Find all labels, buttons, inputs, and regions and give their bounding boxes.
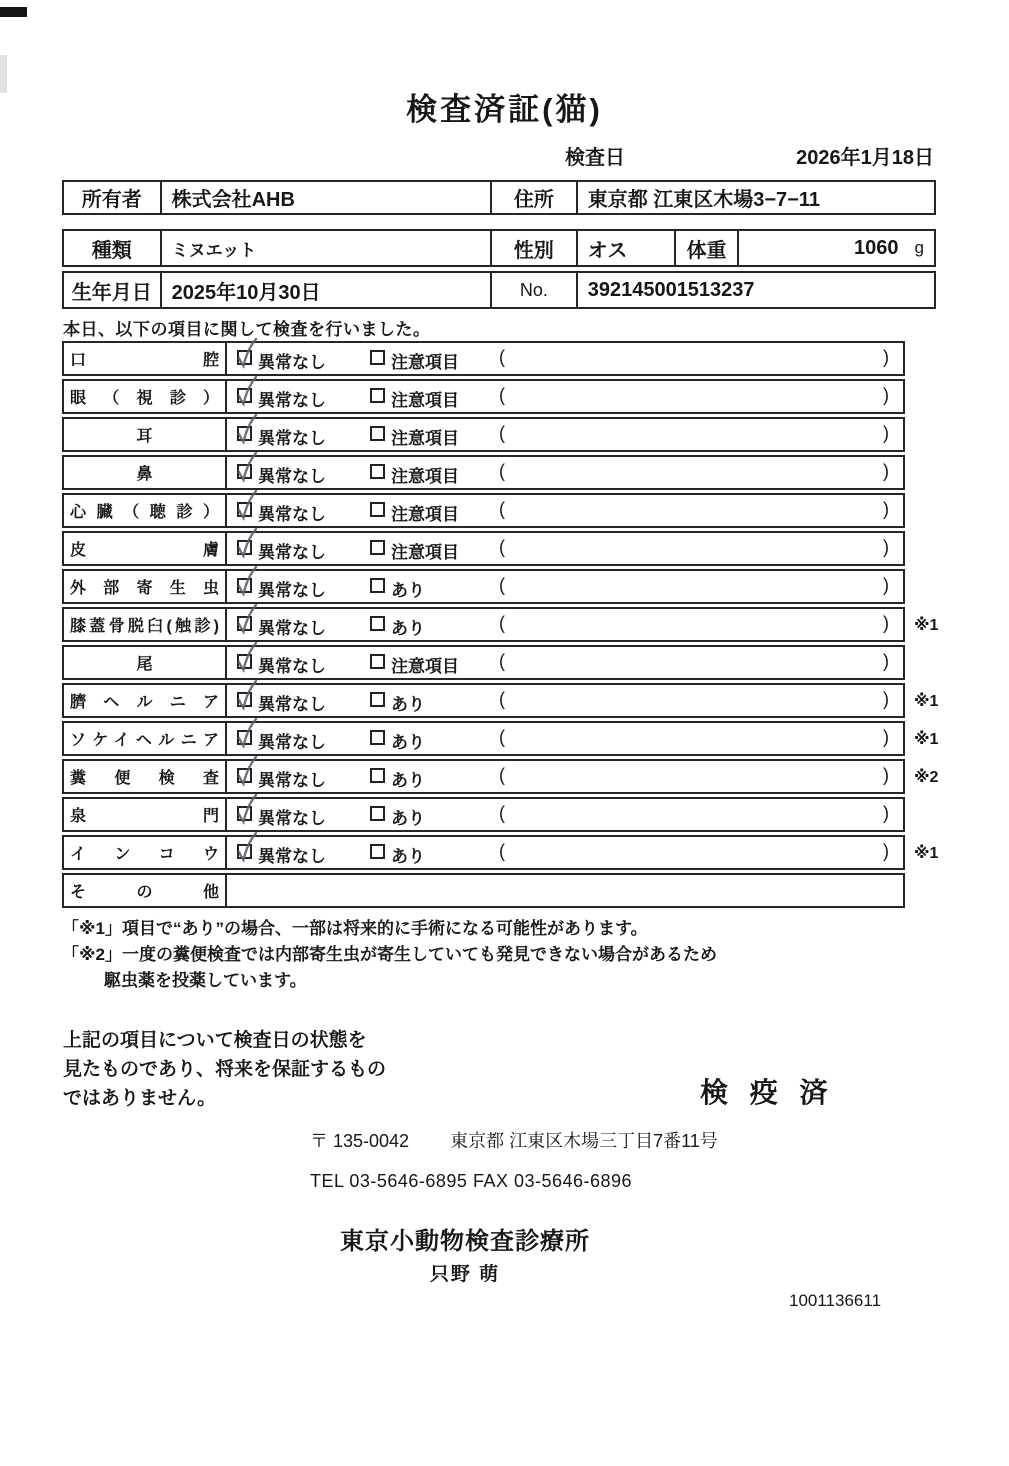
checklist-item-label: 泉門 — [70, 808, 219, 825]
row-footnote-ref: ※1 — [914, 731, 939, 748]
checklist-row — [62, 417, 905, 452]
checklist-item-options — [227, 609, 903, 640]
remarks-paren-close: ) — [883, 803, 889, 823]
checklist-item-options — [227, 495, 903, 526]
checklist-item-label-cell — [64, 457, 227, 488]
address-value: 東京都 江東区木場3−7−11 — [587, 189, 821, 211]
checklist-rows — [62, 341, 967, 911]
checkbox-no-abnormality — [237, 388, 252, 403]
checklist-item-options — [227, 457, 903, 488]
remarks-paren-close: ) — [883, 575, 889, 595]
checklist-item-label: 眼（視診） — [70, 390, 219, 407]
remarks-paren-close: ) — [883, 461, 889, 481]
checkbox-no-abnormality — [237, 806, 252, 821]
checkbox-alt-option — [370, 844, 385, 859]
checklist-row — [62, 835, 939, 870]
checklist-item-label: 鼻 — [136, 466, 153, 483]
check-mark-icon — [232, 374, 259, 408]
checkbox-alt-option — [370, 426, 385, 441]
check-mark-icon — [232, 526, 259, 560]
checklist-item-options — [227, 685, 903, 716]
clinic-address: 東京都 江東区木場三丁目7番11号 — [450, 1131, 718, 1151]
pet-info-row-1 — [62, 229, 936, 267]
check-mark-icon — [232, 754, 259, 788]
remarks-paren-open: ( — [499, 385, 505, 405]
owner-table — [62, 180, 936, 215]
checklist-item-label: ソケイヘルニア — [70, 732, 219, 749]
checklist-item-label-cell — [64, 381, 227, 412]
checklist-item-label: 心臓（聴診） — [70, 504, 219, 521]
no-abnormality-label: 異常なし — [258, 391, 326, 410]
no-abnormality-label: 異常なし — [258, 619, 326, 638]
checklist-row — [62, 645, 905, 680]
footnote-3: 駆虫薬を投薬しています。 — [104, 971, 307, 990]
sex-value: オス — [578, 231, 677, 265]
disclaimer-line-2: 見たものであり、将来を保証するもの — [63, 1059, 387, 1080]
checkbox-no-abnormality — [237, 692, 252, 707]
remarks-paren-open: ( — [499, 461, 505, 481]
remarks-paren-open: ( — [499, 423, 505, 443]
alt-option-label: 注意項目 — [391, 467, 459, 486]
check-mark-icon — [232, 488, 259, 522]
id-number-value: 392145001513237 — [587, 278, 755, 301]
remarks-paren-close: ) — [883, 841, 889, 861]
breed-value: ミヌエット — [162, 231, 492, 265]
remarks-paren-open: ( — [499, 651, 505, 671]
footnote-1: 「※1」項目で“あり”の場合、一部は将来的に手術になる可能性があります。 — [62, 919, 648, 938]
examiner-name: 只野 萌 — [429, 1264, 501, 1285]
disclaimer-line-1: 上記の項目について検査日の状態を — [63, 1030, 367, 1051]
checklist-item-label-cell — [64, 761, 227, 792]
checklist-row — [62, 493, 905, 528]
checklist-item-label-cell — [64, 685, 227, 716]
check-mark-icon — [232, 336, 259, 370]
checklist-item-label-cell — [64, 609, 227, 640]
check-mark-icon — [232, 792, 259, 826]
row-footnote-ref: ※1 — [914, 845, 939, 862]
alt-option-label: あり — [391, 847, 425, 866]
checklist-item-options — [227, 875, 903, 906]
remarks-paren-close: ) — [883, 613, 889, 633]
no-abnormality-label: 異常なし — [258, 733, 326, 752]
clinic-address-line — [310, 1127, 718, 1153]
no-abnormality-label: 異常なし — [258, 695, 326, 714]
checkbox-no-abnormality — [237, 502, 252, 517]
remarks-paren-open: ( — [499, 765, 505, 785]
check-mark-icon — [232, 678, 259, 712]
alt-option-label: あり — [391, 619, 425, 638]
checkbox-alt-option — [370, 388, 385, 403]
checkbox-alt-option — [370, 730, 385, 745]
breed-label: 種類 — [64, 231, 162, 265]
checklist-item-options — [227, 723, 903, 754]
row-footnote-ref: ※1 — [914, 693, 939, 710]
exam-date-value: 2026年1月18日 — [796, 147, 934, 169]
check-mark-icon — [232, 640, 259, 674]
checklist-item-label-cell — [64, 647, 227, 678]
intro-text: 本日、以下の項目に関して検査を行いました。 — [63, 320, 431, 339]
remarks-paren-close: ) — [883, 765, 889, 785]
clinic-name: 東京小動物検査診療所 — [340, 1228, 590, 1255]
birth-value: 2025年10月30日 — [162, 273, 492, 307]
row-footnote-ref: ※2 — [914, 769, 939, 786]
checklist-row — [62, 873, 905, 908]
exam-date-label: 検査日 — [565, 147, 625, 169]
checklist-item-label-cell — [64, 799, 227, 830]
quarantine-stamp: 検 疫 済 — [700, 1077, 835, 1108]
checklist-item-label: 外部寄生虫 — [70, 580, 219, 597]
weight-value: 1060 — [854, 236, 899, 259]
check-mark-icon — [232, 564, 259, 598]
checkbox-no-abnormality — [237, 616, 252, 631]
check-mark-icon — [232, 450, 259, 484]
checkbox-alt-option — [370, 350, 385, 365]
checklist-item-options — [227, 381, 903, 412]
remarks-paren-close: ) — [883, 727, 889, 747]
check-mark-icon — [232, 602, 259, 636]
alt-option-label: あり — [391, 733, 425, 752]
no-abnormality-label: 異常なし — [258, 847, 326, 866]
remarks-paren-open: ( — [499, 499, 505, 519]
remarks-paren-close: ) — [883, 423, 889, 443]
footnotes — [62, 916, 717, 994]
checkbox-no-abnormality — [237, 654, 252, 669]
alt-option-label: 注意項目 — [391, 543, 459, 562]
remarks-paren-open: ( — [499, 727, 505, 747]
remarks-paren-open: ( — [499, 575, 505, 595]
no-abnormality-label: 異常なし — [258, 467, 326, 486]
checkbox-alt-option — [370, 616, 385, 631]
weight-unit: g — [914, 238, 924, 257]
checklist-row — [62, 455, 905, 490]
remarks-paren-open: ( — [499, 689, 505, 709]
sex-label: 性別 — [492, 231, 578, 265]
checklist-item-label: 糞便検査 — [70, 770, 219, 787]
checklist-item-label-cell — [64, 875, 227, 906]
no-abnormality-label: 異常なし — [258, 353, 326, 372]
checkbox-alt-option — [370, 692, 385, 707]
checkbox-alt-option — [370, 768, 385, 783]
remarks-paren-open: ( — [499, 613, 505, 633]
check-mark-icon — [232, 830, 259, 864]
remarks-paren-close: ) — [883, 689, 889, 709]
no-abnormality-label: 異常なし — [258, 581, 326, 600]
checklist-row — [62, 379, 905, 414]
checklist-item-options — [227, 799, 903, 830]
remarks-paren-open: ( — [499, 537, 505, 557]
disclaimer-text — [63, 1026, 386, 1113]
checklist-item-options — [227, 647, 903, 678]
alt-option-label: あり — [391, 581, 425, 600]
footnote-2: 「※2」一度の糞便検査では内部寄生虫が寄生していても発見できない場合があるため — [62, 945, 717, 964]
checkbox-alt-option — [370, 464, 385, 479]
checklist-row — [62, 569, 905, 604]
checkbox-no-abnormality — [237, 540, 252, 555]
alt-option-label: 注意項目 — [391, 657, 459, 676]
checkbox-alt-option — [370, 578, 385, 593]
no-abnormality-label: 異常なし — [258, 429, 326, 448]
alt-option-label: 注意項目 — [391, 429, 459, 448]
clinic-postal-code: 〒 135-0042 — [310, 1131, 410, 1151]
scan-artifact-mark — [0, 7, 27, 17]
checkbox-no-abnormality — [237, 768, 252, 783]
checklist-row — [62, 341, 905, 376]
birth-label: 生年月日 — [64, 273, 162, 307]
checklist-item-label-cell — [64, 495, 227, 526]
no-abnormality-label: 異常なし — [258, 657, 326, 676]
checklist-row — [62, 683, 939, 718]
remarks-paren-close: ) — [883, 347, 889, 367]
checklist-row — [62, 721, 939, 756]
remarks-paren-close: ) — [883, 651, 889, 671]
checkbox-alt-option — [370, 540, 385, 555]
alt-option-label: 注意項目 — [391, 505, 459, 524]
checklist-item-options — [227, 533, 903, 564]
checklist-item-label: 耳 — [136, 428, 153, 445]
page-title: 検査済証(猫) — [406, 92, 603, 127]
no-abnormality-label: 異常なし — [258, 771, 326, 790]
alt-option-label: あり — [391, 695, 425, 714]
checklist-item-label-cell — [64, 419, 227, 450]
checklist-item-label-cell — [64, 723, 227, 754]
alt-option-label: あり — [391, 771, 425, 790]
serial-number: 1001136611 — [789, 1291, 882, 1310]
id-number-label: No. — [492, 273, 578, 307]
checkbox-no-abnormality — [237, 426, 252, 441]
weight-label: 体重 — [676, 231, 739, 265]
remarks-paren-open: ( — [499, 803, 505, 823]
checklist-item-label: その他 — [70, 884, 219, 901]
checklist-item-label: 尾 — [136, 656, 153, 673]
checklist-item-options — [227, 343, 903, 374]
checkbox-alt-option — [370, 502, 385, 517]
checklist-item-label: インコウ — [70, 846, 219, 863]
checklist-item-options — [227, 837, 903, 868]
checklist-item-label-cell — [64, 533, 227, 564]
alt-option-label: あり — [391, 809, 425, 828]
checklist-item-label-cell — [64, 571, 227, 602]
remarks-paren-close: ) — [883, 385, 889, 405]
weight-value-cell — [739, 231, 934, 265]
disclaimer-line-3: ではありません。 — [63, 1088, 217, 1109]
clinic-tel-fax: TEL 03-5646-6895 FAX 03-5646-6896 — [310, 1171, 633, 1191]
checklist-item-label: 膝蓋骨脱臼(触診) — [70, 618, 219, 635]
checkbox-no-abnormality — [237, 464, 252, 479]
owner-value: 株式会社AHB — [162, 182, 492, 213]
checklist-row — [62, 797, 905, 832]
checklist-item-label: 臍ヘルニア — [70, 694, 219, 711]
checklist-row — [62, 759, 939, 794]
checklist-item-label-cell — [64, 837, 227, 868]
checklist-item-label-cell — [64, 343, 227, 374]
remarks-paren-close: ) — [883, 499, 889, 519]
checklist-item-options — [227, 761, 903, 792]
pet-info-row-2 — [62, 271, 936, 309]
remarks-paren-close: ) — [883, 537, 889, 557]
check-mark-icon — [232, 716, 259, 750]
row-footnote-ref: ※1 — [914, 617, 939, 634]
checkbox-no-abnormality — [237, 578, 252, 593]
alt-option-label: 注意項目 — [391, 391, 459, 410]
checklist-item-label: 口腔 — [70, 352, 219, 369]
no-abnormality-label: 異常なし — [258, 505, 326, 524]
owner-label: 所有者 — [64, 182, 162, 213]
checklist-item-options — [227, 571, 903, 602]
no-abnormality-label: 異常なし — [258, 543, 326, 562]
address-label: 住所 — [492, 182, 578, 213]
alt-option-label: 注意項目 — [391, 353, 459, 372]
checkbox-alt-option — [370, 806, 385, 821]
checkbox-no-abnormality — [237, 730, 252, 745]
no-abnormality-label: 異常なし — [258, 809, 326, 828]
checklist-row — [62, 607, 939, 642]
check-mark-icon — [232, 412, 259, 446]
checklist-item-label: 皮膚 — [70, 542, 219, 559]
exam-date-row — [62, 141, 936, 167]
remarks-paren-open: ( — [499, 347, 505, 367]
checkbox-no-abnormality — [237, 350, 252, 365]
checklist-item-options — [227, 419, 903, 450]
checkbox-alt-option — [370, 654, 385, 669]
checklist-row — [62, 531, 905, 566]
remarks-paren-open: ( — [499, 841, 505, 861]
checkbox-no-abnormality — [237, 844, 252, 859]
